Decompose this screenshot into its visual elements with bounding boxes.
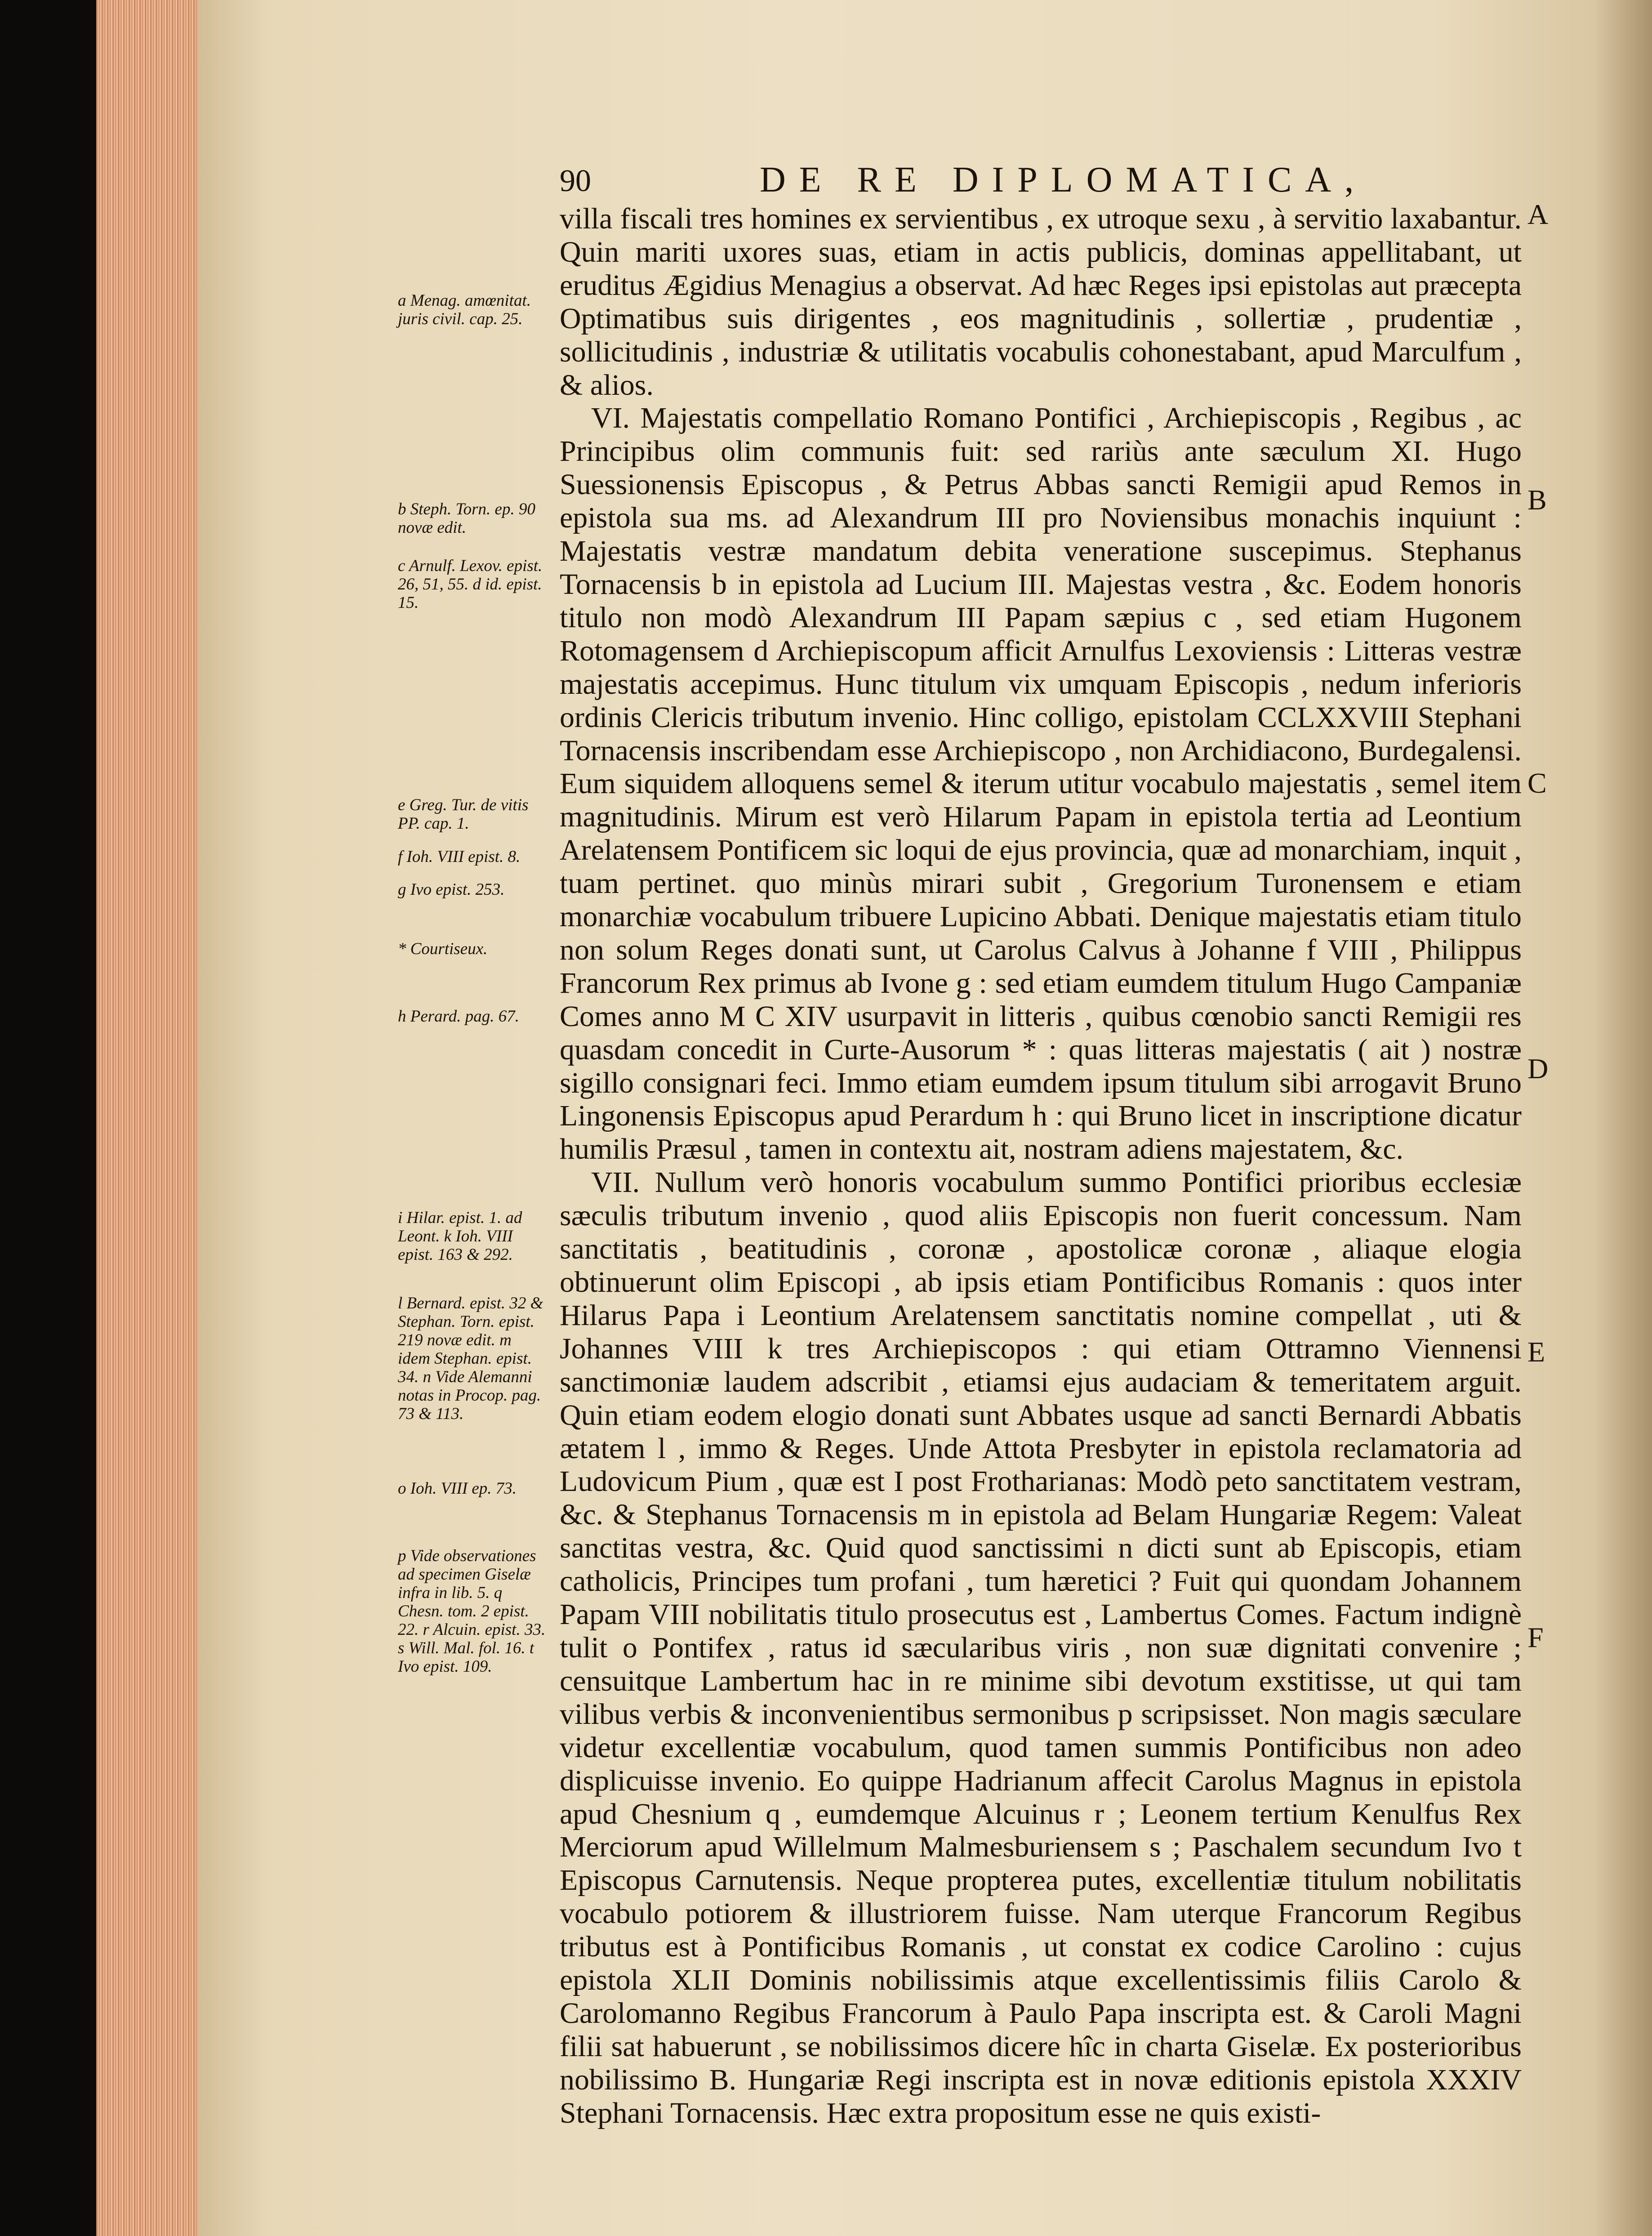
- marginal-note: c Arnulf. Lexov. epist. 26, 51, 55. d id. epist. 15.: [398, 557, 543, 612]
- section-marker: A: [1527, 198, 1549, 230]
- marginal-note: * Courtiseux.: [398, 940, 488, 958]
- marginal-note: f Ioh. VIII epist. 8.: [398, 848, 521, 866]
- page-number: 90: [560, 164, 591, 198]
- section-marker: D: [1527, 1053, 1549, 1085]
- section-marker: F: [1527, 1621, 1544, 1653]
- running-header: [560, 160, 1504, 200]
- paragraph: VII. Nullum verò honoris vocabulum summo Pontifici prioribus ecclesiæ sæculis tributum invenio , quod aliis Episcopis non fuerit concessum. Nam sanctitatis , beatitudinis , coronæ , apostolicæ coronæ , aliaque elogia obtinuerunt olim Episcopi , ab ipsis etiam Pontificibus Romanis : quos inter Hilarus Papa i Leontium Arelatensem sanctitatis nomine compellat , uti & Johannes VIII k tres Archiepiscopos : qui etiam Ottramno Viennensi sanctimoniæ laudem adscribit , etiamsi ejus audaciam & temeritatem arguit. Quin etiam eodem elogio donati sunt Abbates usque ad sancti Bernardi Abbatis ætatem l , immo & Reges. Unde Attota Presbyter in epistola reclamatoria ad Ludovicum Pium , quæ est I post Frotharianas: Modò peto sanctitatem vestram, &c. & Stephanus Tornacensis m in epistola ad Belam Hungariæ Regem: Valeat sanctitas vestra, &c. Quid quod sanctissimi n dicti sunt ab Episcopis, etiam catholicis, Principes tum profani , tum hæretici ? Fuit qui quondam Johannem Papam VIII nobilitatis titulo prosecutus est , Lambertus Comes. Factum indignè tulit o Pontifex , ratus id sæcularibus viris , non suæ dignitati convenire ; censuitque Lambertum hac in re minime sibi devotum exstitisse, ut qui tam vilibus verbis & inconvenientibus sermonibus p scripsisset. Non magis sæculare videtur excellentiæ vocabulum, quod tamen summis Pontificibus non adeo displicuisse invenio. Eo quippe Hadrianum affecit Carolus Magnus in epistola apud Chesnium q , eumdemque Alcuinus r ; Leonem tertium Kenulfus Rex Merciorum apud Willelmum Malmesburiensem s ; Paschalem secundum Ivo t Episcopus Carnutensis. Neque propterea putes, excellentiæ titulum nobilitatis vocabulo potiorem & illustriorem fuisse. Nam uterque Francorum Regibus tributus est à Pontificibus Romanis , ut constat ex codice Carolino : cujus epistola XLII Dominis nobilissimis atque excellentissimis filiis Carolo & Carolomanno Regibus Francorum à Paulo Papa inscripta est. & Caroli Magni filii sat habuerunt , se nobilissimos dicere hîc in charta Giselæ. Ex posterioribus nobilissimo B. Hungariæ Regi inscripta est in novæ editionis epistola XXXIV Stephani Tornacensis. Hæc extra propositum esse ne quis existi-: [560, 1166, 1522, 2129]
- section-marker: B: [1527, 484, 1547, 516]
- section-marker: C: [1527, 767, 1547, 799]
- marginal-note: a Menag. amœnitat. juris civil. cap. 25.: [398, 291, 531, 328]
- page-title: DE RE DIPLOMATICA,: [760, 160, 1367, 200]
- marginal-note: o Ioh. VIII ep. 73.: [398, 1479, 517, 1498]
- main-text: [560, 202, 1522, 2130]
- marginal-note: b Steph. Torn. ep. 90 novæ edit.: [398, 500, 535, 537]
- marginal-note: p Vide observationes ad specimen Giselæ infra in lib. 5. q Chesn. tom. 2 epist. 22. r Alcuin. epist. 33. s Will. Mal. fol. 16. t Ivo epist. 109.: [398, 1547, 546, 1676]
- paragraph: VI. Majestatis compellatio Romano Pontifici , Archiepiscopis , Regibus , ac Principibus olim communis fuit: sed rariùs ante sæculum XI. Hugo Suessionensis Episcopus , & Petrus Abbas sancti Remigii apud Remos in epistola sua ms. ad Alexandrum III pro Noviensibus monachis inquiunt : Majestatis vestræ mandatum debita veneratione suscepimus. Stephanus Tornacensis b in epistola ad Lucium III. Majestas vestra , &c. Eodem honoris titulo non modò Alexandrum III Papam sæpius c , sed etiam Hugonem Rotomagensem d Archiepiscopum afficit Arnulfus Lexoviensis : Litteras vestræ majestatis accepimus. Hunc titulum vix umquam Episcopis , nedum inferioris ordinis Clericis tributum invenio. Hinc colligo, epistolam CCLXXVIII Stephani Tornacensis inscribendam esse Archiepiscopo , non Archidiacono, Burdegalensi. Eum siquidem alloquens semel & iterum utitur vocabulo majestatis , semel item magnitudinis. Mirum est verò Hilarum Papam in epistola tertia ad Leontium Arelatensem Pontificem sic loqui de ejus provincia, quæ ad monarchiam, inquit , tuam pertinet. quo minùs mirari subit , Gregorium Turonensem e etiam monarchiæ vocabulum tribuere Lupicino Abbati. Denique majestatis etiam titulo non solum Reges donati sunt, ut Carolus Calvus à Johanne f VIII , Philippus Francorum Rex primus ab Ivone g : sed etiam eumdem titulum Hugo Campaniæ Comes anno M C XIV usurpavit in litteris , quibus cœnobio sancti Remigii res quasdam concedit in Curte-Ausorum * : quas litteras majestatis ( ait ) nostræ sigillo consignari feci. Immo etiam eumdem ipsum titulum sibi arrogavit Bruno Lingonensis Episcopus apud Perardum h : qui Bruno licet in inscriptione dicatur humilis Præsul , tamen in contextu ait, nostram adiens majestatem, &c.: [560, 402, 1522, 1166]
- marginal-note: i Hilar. epist. 1. ad Leont. k Ioh. VIII epist. 163 & 292.: [398, 1209, 522, 1264]
- marginal-note: e Greg. Tur. de vitis PP. cap. 1.: [398, 796, 529, 833]
- marginal-note: h Perard. pag. 67.: [398, 1007, 519, 1026]
- section-marker: E: [1527, 1336, 1545, 1368]
- marginal-note: g Ivo epist. 253.: [398, 880, 505, 899]
- paragraph: villa fiscali tres homines ex servientibus , ex utroque sexu , à servitio laxabantur. Quin mariti uxores suas, etiam in actis publicis, dominas appellitabant, ut eruditus Ægidius Menagius a observat. Ad hæc Reges ipsi epistolas aut præcepta Optimatibus suis dirigentes , eos magnitudinis , sollertiæ , prudentiæ , sollicitudinis , industriæ & utilitatis vocabulis cohonestabant, apud Marculfum , & alios.: [560, 202, 1522, 402]
- marginal-note: l Bernard. epist. 32 & Stephan. Torn. epist. 219 novæ edit. m idem Stephan. epist. 34. n Vide Alemanni notas in Procop. pag. 73 & 113.: [398, 1294, 543, 1423]
